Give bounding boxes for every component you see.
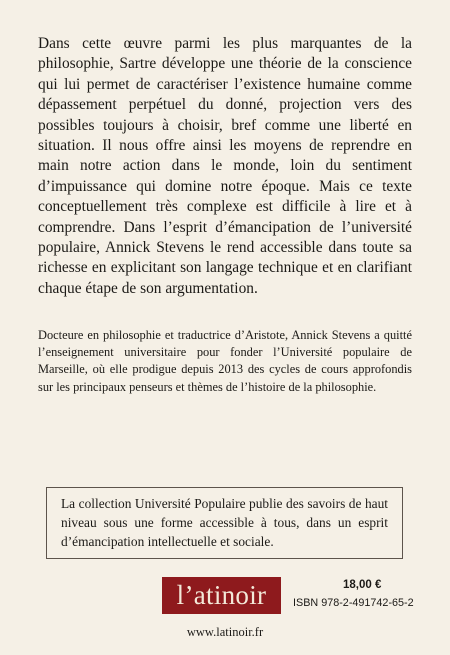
- collection-note: La collection Université Populaire publie des savoirs de haut niveau sous une forme accessible à tous, dans un esprit d’émancipation intellectuelle et sociale.: [61, 496, 388, 549]
- price: 18,00 €: [343, 579, 382, 591]
- book-summary: Dans cette œuvre parmi les plus marquantes de la philosophie, Sartre développe une théorie de la conscience qui lui permet de caractériser l’existence humaine comme dépassement perpétuel du donné, projection vers des possibles toujours à choisir, bref comme une liberté en situation. Il nous offre ainsi les moyens de reprendre en main notre action dans le monde, loin du sentiment d’impuissance qui domine notre époque. Mais ce texte conceptuellement très complexe est difficile à lire et à comprendre. Dans l’esprit d’émancipation de l’université populaire, Annick Stevens le rend accessible dans toute sa richesse en explicitant son langage technique et en clarifiant chaque étape de son argumentation.: [38, 35, 412, 297]
- author-bio: Docteure en philosophie et traductrice d’Aristote, Annick Stevens a quitté l’enseignement universitaire pour fonder l’Université populaire de Marseille, où elle prodigue depuis 2013 des cycles de cours approfondis sur les principaux penseurs et thèmes de l’histoire de la philosophie.: [38, 328, 412, 394]
- collection-note-box: [46, 487, 403, 559]
- isbn: ISBN 978-2-491742-65-2: [293, 597, 414, 609]
- publisher-logo: l’atinoir: [162, 577, 281, 614]
- publisher-website: www.latinoir.fr: [186, 625, 264, 639]
